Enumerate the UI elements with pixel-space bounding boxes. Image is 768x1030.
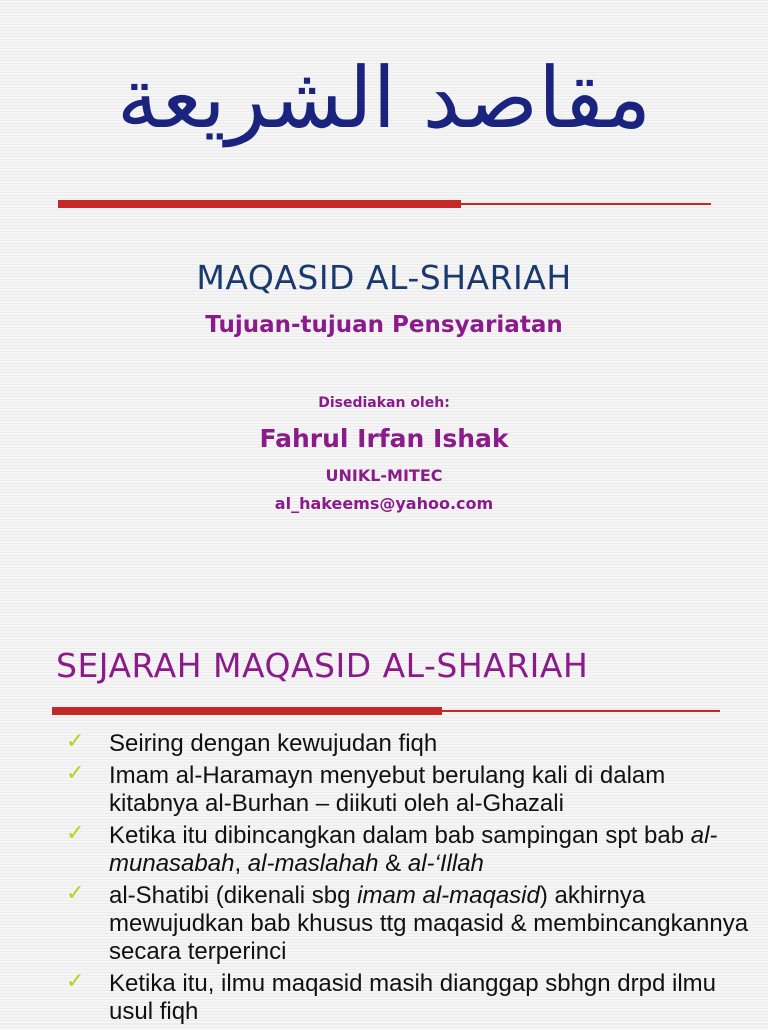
- title-divider: [58, 203, 711, 205]
- check-icon: ✓: [66, 728, 85, 753]
- bullet-text: Imam al-Haramayn menyebut berulang kali di dalam kitabnya al-Burhan – diikuti oleh al-Ghazali: [109, 762, 666, 817]
- slide-divider-thick: [52, 707, 442, 715]
- prepared-by-label: Disediakan oleh:: [318, 395, 450, 411]
- term-maslahah: al-maslahah: [247, 850, 379, 877]
- term-illah: al-‘Illah: [407, 850, 484, 877]
- bullet-text: Seiring dengan kewujudan fiqh: [109, 730, 438, 757]
- title-divider-thick: [58, 200, 461, 208]
- check-icon: ✓: [66, 820, 85, 845]
- arabic-title: مقاصد الشريعة: [116, 49, 652, 147]
- slide-divider: [52, 710, 720, 712]
- bullet-text: ) akhirnya mewujudkan bab khusus ttg maqasid & membincangkannya secara terperinci: [109, 882, 749, 965]
- list-item: [66, 822, 756, 878]
- check-icon: ✓: [66, 880, 85, 905]
- term-imam-maqasid: imam al-maqasid: [357, 882, 540, 909]
- main-title: MAQASID AL-SHARIAH: [196, 258, 572, 297]
- list-item: [66, 970, 756, 1026]
- list-item: [66, 730, 756, 758]
- organization: UNIKL-MITEC: [325, 466, 443, 485]
- list-item: [66, 882, 756, 966]
- bullet-text: Ketika itu, ilmu maqasid masih dianggap sbhgn drpd ilmu usul fiqh: [109, 970, 716, 1025]
- bullet-text: Ketika itu dibincangkan dalam bab sampingan spt bab: [109, 822, 691, 849]
- check-icon: ✓: [66, 760, 85, 785]
- bullet-text: ,: [234, 850, 248, 877]
- author-name: Fahrul Irfan Ishak: [259, 424, 509, 453]
- bullet-list: [66, 730, 756, 1030]
- bullet-text: &: [378, 850, 408, 877]
- subtitle: Tujuan-tujuan Pensyariatan: [205, 312, 563, 338]
- author-email[interactable]: al_hakeems@yahoo.com: [274, 494, 494, 513]
- slide-title: SEJARAH MAQASID AL-SHARIAH: [56, 646, 589, 685]
- term-munasabah: al-munasabah: [109, 822, 718, 877]
- check-icon: ✓: [66, 968, 85, 993]
- bullet-text: al-Shatibi (dikenali sbg: [109, 882, 358, 909]
- list-item: [66, 762, 756, 818]
- history-slide: [0, 610, 768, 1024]
